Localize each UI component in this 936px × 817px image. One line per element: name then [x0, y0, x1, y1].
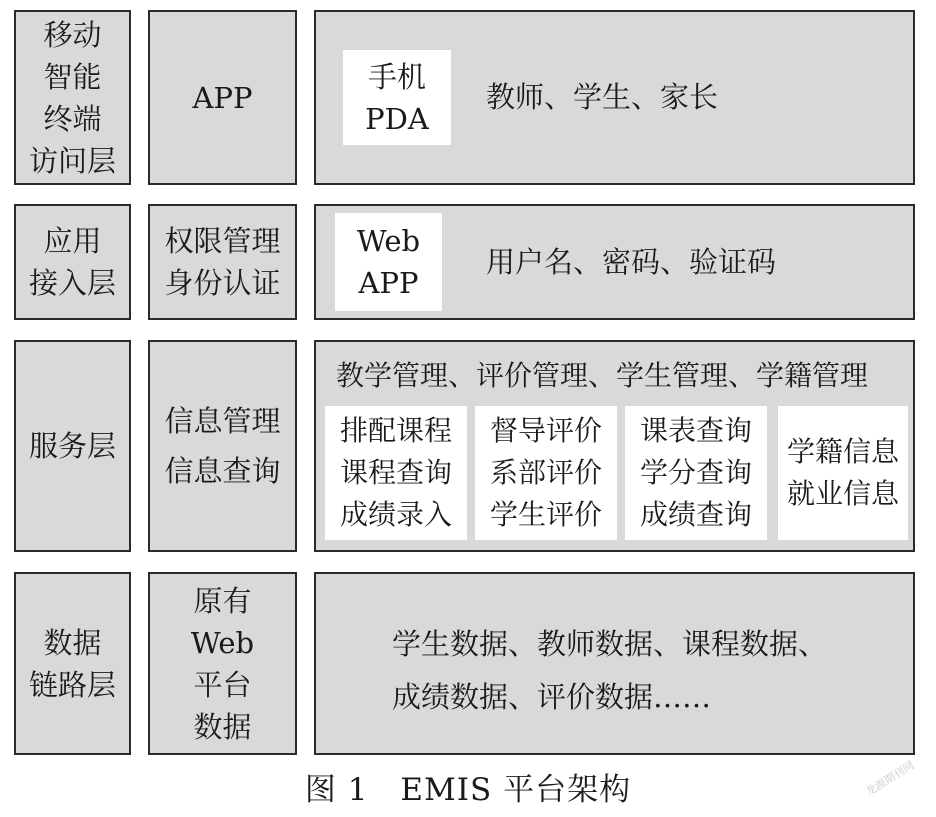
layer-1-detail-box	[314, 10, 915, 185]
module-registry	[778, 406, 908, 540]
module-student	[625, 406, 767, 540]
layer-2-credentials: 用户名、密码、验证码	[486, 245, 777, 279]
layer-1-name-box	[14, 10, 131, 185]
layer-2-access-label: Web APP	[356, 224, 421, 300]
module-evaluation-text: 督导评价 系部评价 学生评价	[489, 414, 602, 531]
layer-4-detail-box	[314, 572, 915, 755]
module-teaching-text: 排配课程 课程查询 成绩录入	[339, 414, 452, 531]
layer-1-device-tag	[343, 50, 451, 145]
layer-4-function: 原有 Web 平台 数据	[190, 583, 255, 744]
layer-3-function: 信息管理 信息查询	[164, 404, 281, 488]
layer-1-function-box	[148, 10, 297, 185]
layer-3-heading: 教学管理、评价管理、学生管理、学籍管理	[336, 359, 869, 392]
layer-1-function: APP	[192, 80, 253, 115]
layer-4-name: 数据 链路层	[28, 625, 116, 702]
layer-4-function-box	[148, 572, 297, 755]
layer-1-users: 教师、学生、家长	[486, 80, 719, 114]
layer-4-data-list: 学生数据、教师数据、课程数据、 成绩数据、评价数据……	[392, 627, 828, 714]
layer-3-detail-box	[314, 340, 915, 552]
watermark: 龙源期刊网	[863, 758, 917, 799]
layer-3-name: 服务层	[28, 429, 116, 463]
layer-2-detail-box	[314, 204, 915, 320]
layer-3-name-box	[14, 340, 131, 552]
figure-caption: 图 1 EMIS 平台架构	[304, 772, 632, 808]
module-student-text: 课表查询 学分查询 成绩查询	[639, 414, 752, 531]
layer-2-name: 应用 接入层	[28, 224, 116, 300]
module-evaluation	[475, 406, 617, 540]
layer-4-name-box	[14, 572, 131, 755]
module-registry-text: 学籍信息 就业信息	[786, 435, 899, 510]
layer-1-name: 移动 智能 终端 访问层	[28, 17, 116, 178]
layer-2-name-box	[14, 204, 131, 320]
layer-2-access-tag	[335, 213, 442, 311]
layer-3-function-box	[148, 340, 297, 552]
layer-2-function: 权限管理 身份认证	[164, 224, 281, 300]
module-teaching	[325, 406, 467, 540]
layer-2-function-box	[148, 204, 297, 320]
layer-1-device-label: 手机 PDA	[365, 59, 429, 136]
